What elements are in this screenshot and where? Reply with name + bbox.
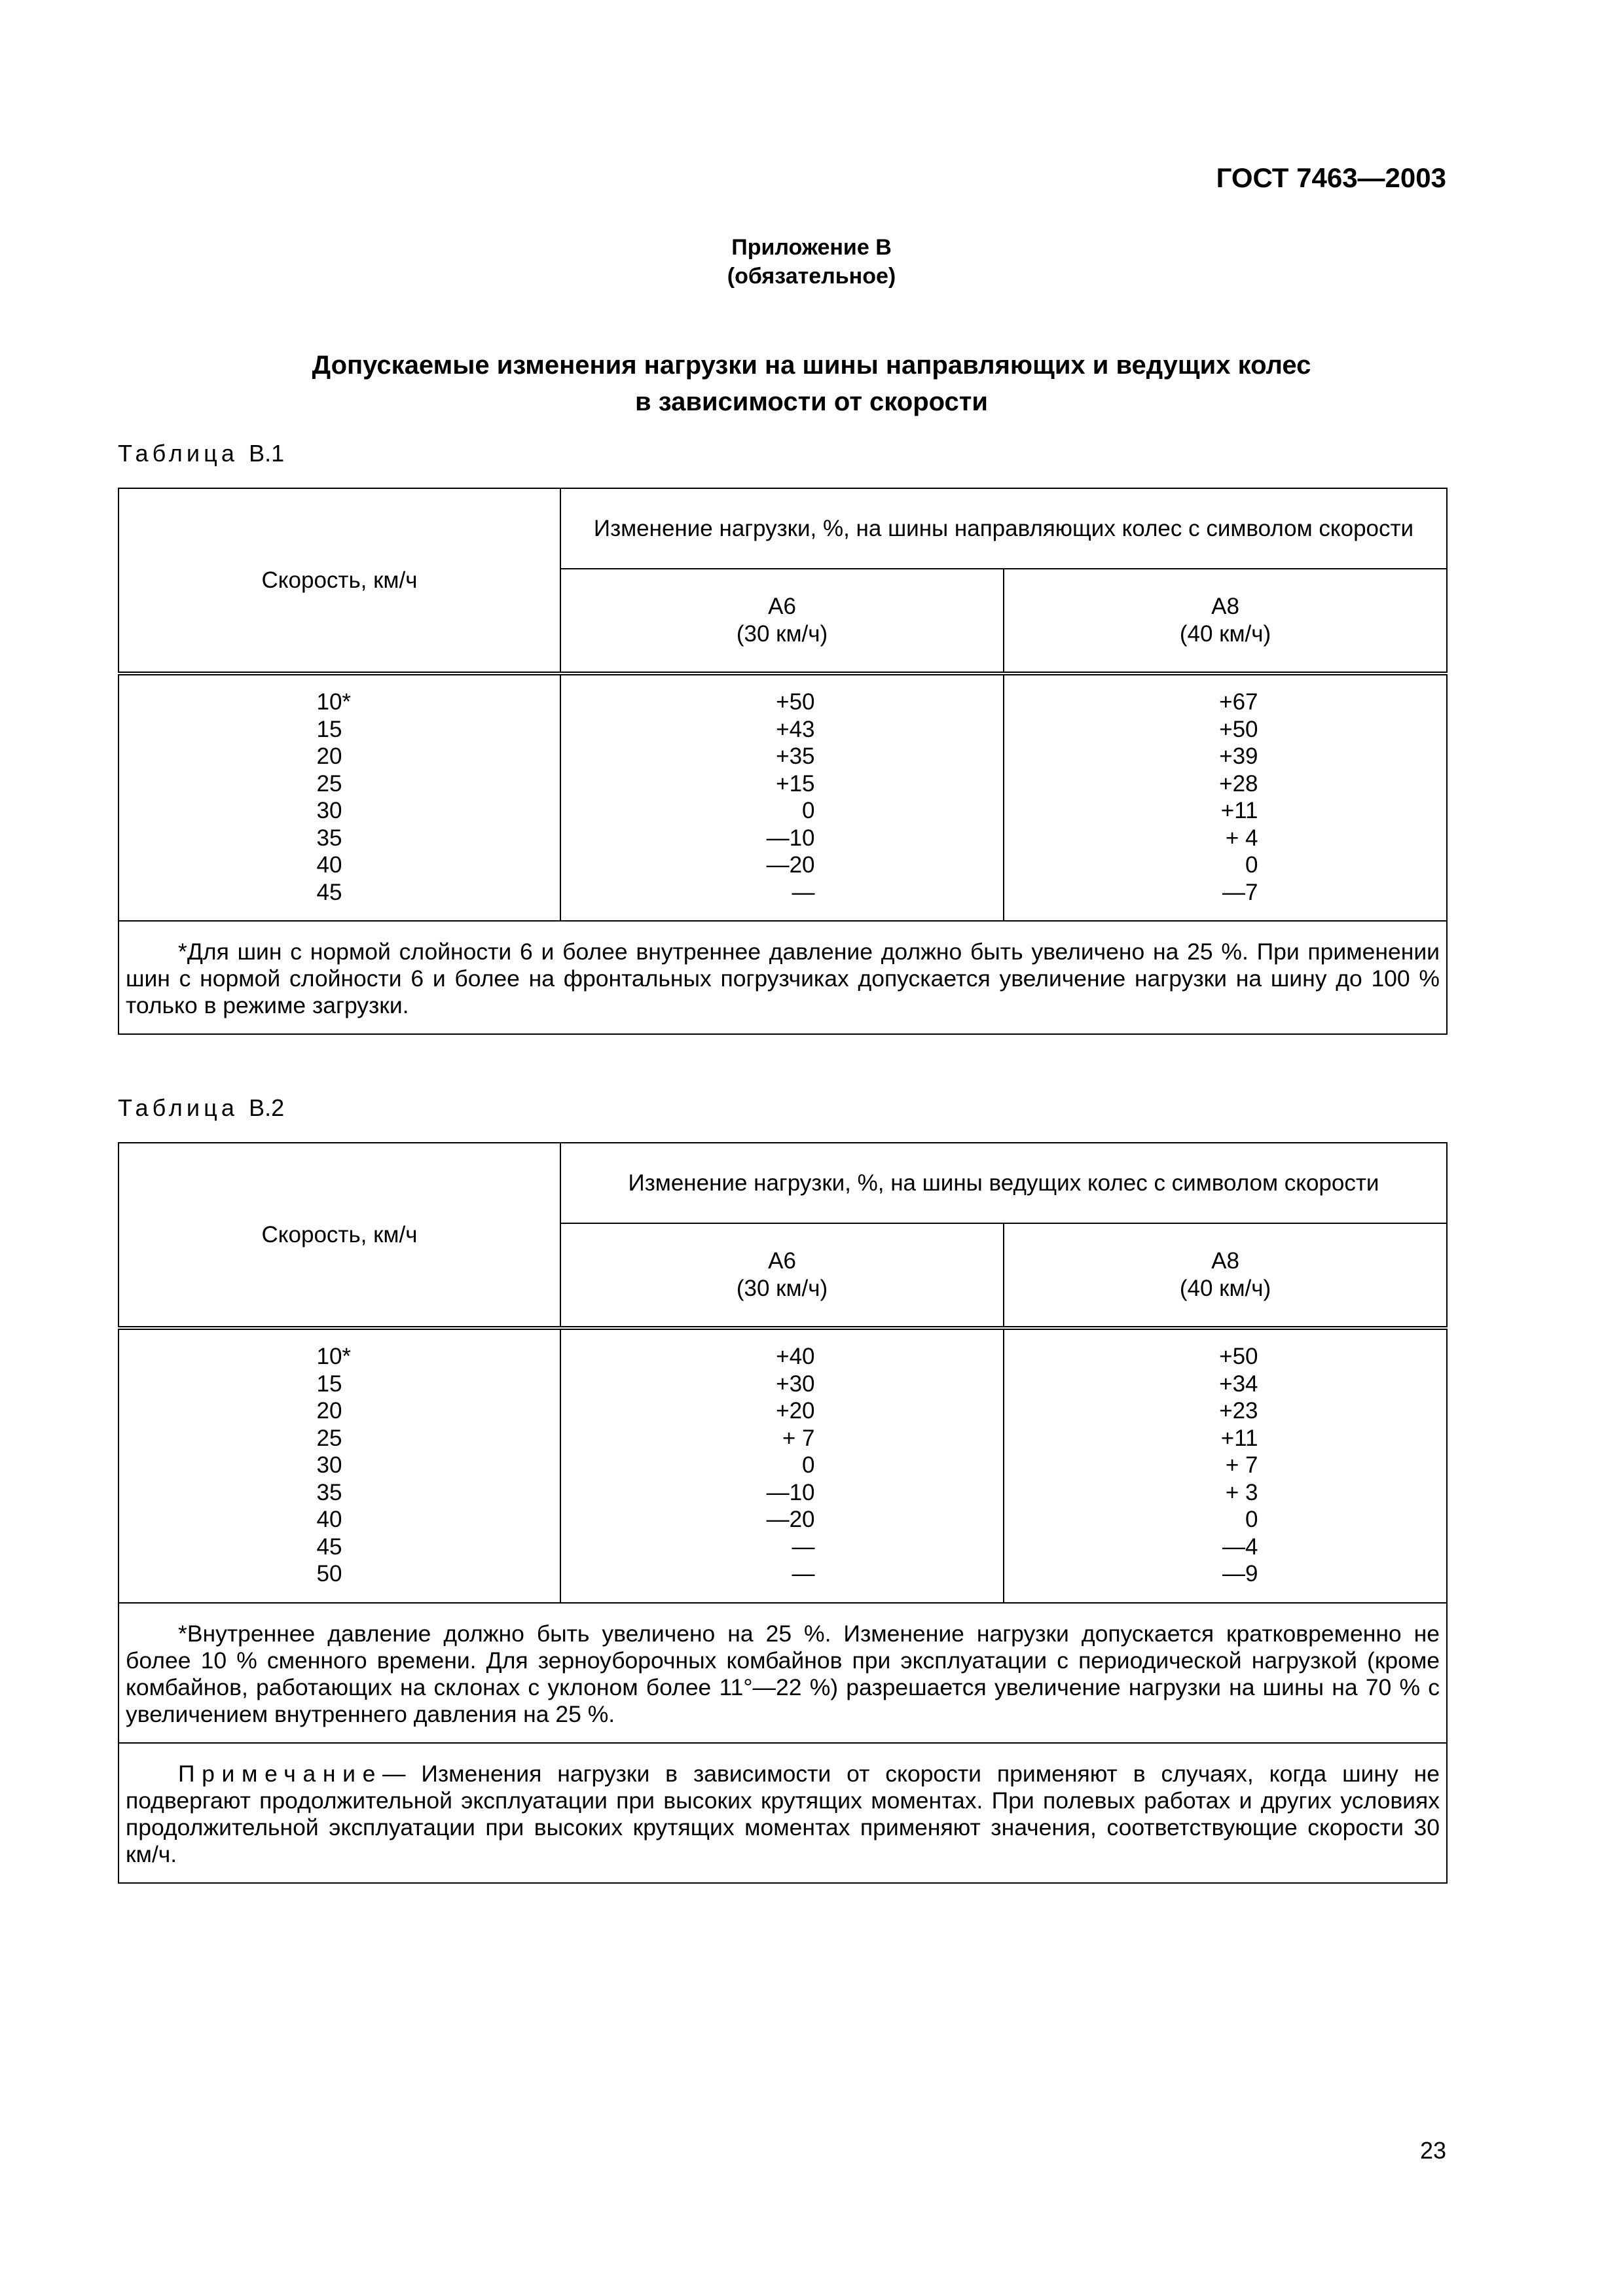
table2-label-word: Таблица <box>118 1094 238 1121</box>
table-cell-value: —20 <box>766 1507 815 1532</box>
table2-note-text: — Изменения нагрузки в зависимости от скорости применяют в случаях, когда шину не подвергают продолжительной эксплуатации при высоких крутящих моментах. При полевых работах и других условиях продолжительной эксплуатации при высоких крутящих моментах применяют значения, соответствующие скорости 30 км/ч. <box>126 1760 1440 1867</box>
table-cell-value: +30 <box>776 1371 815 1397</box>
table1-a6-column <box>561 689 1003 906</box>
table2-footnote: *Внутреннее давление должно быть увеличено на 25 %. Изменение нагрузки допускается кратковременно не более 10 % сменного времени. Для зерноуборочных комбайнов при эксплуатации с периодической нагрузкой (кроме комбайнов, работающих на склонах с уклоном более 11°—22 %) разрешается увеличение нагрузки на шины на 70 % с увеличением внутреннего давления на 25 %. <box>119 1603 1447 1743</box>
table-cell-value: +50 <box>776 689 815 715</box>
table1-footnote: *Для шин с нормой слойности 6 и более внутреннее давление должно быть увеличено на 25 %. При применении шин с нормой слойности 6 и более на фронтальных погрузчиках допускается увеличение нагрузки на шину до 100 % только в режиме загрузки. <box>119 921 1447 1034</box>
table-cell-value: + 4 <box>1225 825 1258 851</box>
table1-label-word: Таблица <box>118 440 238 467</box>
table1-col-a6-symbol: А6 <box>768 594 796 619</box>
table1-col-a8-speed: (40 км/ч) <box>1179 621 1271 647</box>
table-cell-value: 0 <box>1245 1507 1258 1532</box>
table-cell-value: 0 <box>802 1452 815 1478</box>
table-cell-value: + 7 <box>1225 1452 1258 1478</box>
appendix-subtitle: (обязательное) <box>727 264 896 289</box>
appendix-heading <box>0 233 1623 291</box>
table-cell-value: + 7 <box>782 1425 815 1451</box>
table-cell-value: 35 <box>316 1479 342 1505</box>
table-cell-value: +67 <box>1219 689 1258 715</box>
table-cell-value: +50 <box>1219 716 1258 742</box>
table2-label <box>118 1094 284 1122</box>
table1-body-row <box>119 673 1447 921</box>
table-cell-value: + 3 <box>1225 1479 1258 1505</box>
table-cell-value: 10* <box>316 1344 352 1369</box>
table1-label-number: В.1 <box>249 440 285 467</box>
table1-col-a8-header <box>1004 569 1447 673</box>
table2-group-header: Изменение нагрузки, %, на шины ведущих колес с символом скорости <box>560 1143 1447 1223</box>
table-cell-value: 25 <box>316 770 342 797</box>
table1-label <box>118 440 284 467</box>
table2-col-a6-symbol: А6 <box>768 1248 796 1274</box>
table-cell-value: —10 <box>766 825 815 851</box>
table2-note <box>119 1743 1447 1883</box>
table-cell-value: 30 <box>316 798 342 823</box>
section-title-line1: Допускаемые изменения нагрузки на шины направляющих и ведущих колес <box>312 351 1311 380</box>
table2-col-a6-header <box>560 1223 1004 1328</box>
table-cell-value: —20 <box>766 852 815 878</box>
table2-body-row <box>119 1328 1447 1603</box>
table1-speed-header: Скорость, км/ч <box>119 488 560 673</box>
table2-note-label: Примечание <box>178 1760 382 1787</box>
table2-a6-column <box>561 1343 1003 1588</box>
table-cell-value: —7 <box>1222 879 1258 905</box>
table-cell-value: 10* <box>316 689 352 715</box>
table-cell-value: —9 <box>1222 1561 1258 1587</box>
table-cell-value: +23 <box>1219 1398 1258 1424</box>
table-cell-value: 20 <box>316 1398 342 1424</box>
table-cell-value: — <box>792 879 815 905</box>
table2-a8-column <box>1004 1343 1446 1588</box>
table-cell-value: +50 <box>1219 1344 1258 1369</box>
section-title <box>0 347 1623 420</box>
table1-a8-column <box>1004 689 1446 906</box>
table-cell-value: 20 <box>316 744 342 769</box>
table-cell-value: 45 <box>316 1534 342 1560</box>
table2-col-a8-header <box>1004 1223 1447 1328</box>
table-cell-value: +40 <box>776 1344 815 1369</box>
table-cell-value: 15 <box>316 1371 342 1397</box>
table1-col-a6-header <box>560 569 1004 673</box>
table2 <box>118 1142 1448 1884</box>
table-cell-value: 30 <box>316 1452 342 1478</box>
table1-col-a6-speed: (30 км/ч) <box>736 621 828 647</box>
table1 <box>118 488 1448 1035</box>
table2-col-a8-speed: (40 км/ч) <box>1179 1276 1271 1301</box>
table2-speed-column <box>119 1343 560 1588</box>
table-cell-value: 45 <box>316 879 342 905</box>
table-cell-value: 40 <box>316 852 342 878</box>
page-number: 23 <box>1419 2137 1446 2164</box>
table-cell-value: 35 <box>316 825 342 851</box>
table-cell-value: +43 <box>776 716 815 742</box>
table-cell-value: 50 <box>316 1561 342 1587</box>
table-cell-value: 0 <box>802 798 815 823</box>
section-title-line2: в зависимости от скорости <box>635 387 988 416</box>
table-cell-value: 25 <box>316 1425 342 1451</box>
table-cell-value: — <box>792 1534 815 1560</box>
table1-speed-column <box>119 689 560 906</box>
table2-col-a6-speed: (30 км/ч) <box>736 1276 828 1301</box>
table-cell-value: +15 <box>776 770 815 797</box>
table-cell-value: +35 <box>776 744 815 769</box>
table-cell-value: 0 <box>1245 852 1258 878</box>
table-cell-value: +39 <box>1219 744 1258 769</box>
table-cell-value: +28 <box>1219 770 1258 797</box>
document-code: ГОСТ 7463—2003 <box>1216 162 1446 193</box>
table2-label-number: В.2 <box>249 1094 285 1121</box>
table-cell-value: +34 <box>1219 1371 1258 1397</box>
table-cell-value: —10 <box>766 1479 815 1505</box>
table-cell-value: —4 <box>1222 1534 1258 1560</box>
table-cell-value: +11 <box>1220 1425 1258 1451</box>
table2-speed-header: Скорость, км/ч <box>119 1143 560 1328</box>
appendix-title: Приложение В <box>731 235 892 260</box>
table-cell-value: +20 <box>776 1398 815 1424</box>
table1-group-header: Изменение нагрузки, %, на шины направляющих колес с символом скорости <box>560 488 1447 569</box>
table-cell-value: — <box>792 1561 815 1587</box>
table-cell-value: +11 <box>1220 798 1258 823</box>
table2-col-a8-symbol: А8 <box>1211 1248 1239 1274</box>
table1-col-a8-symbol: А8 <box>1211 594 1239 619</box>
table-cell-value: 15 <box>316 716 342 742</box>
table-cell-value: 40 <box>316 1507 342 1532</box>
